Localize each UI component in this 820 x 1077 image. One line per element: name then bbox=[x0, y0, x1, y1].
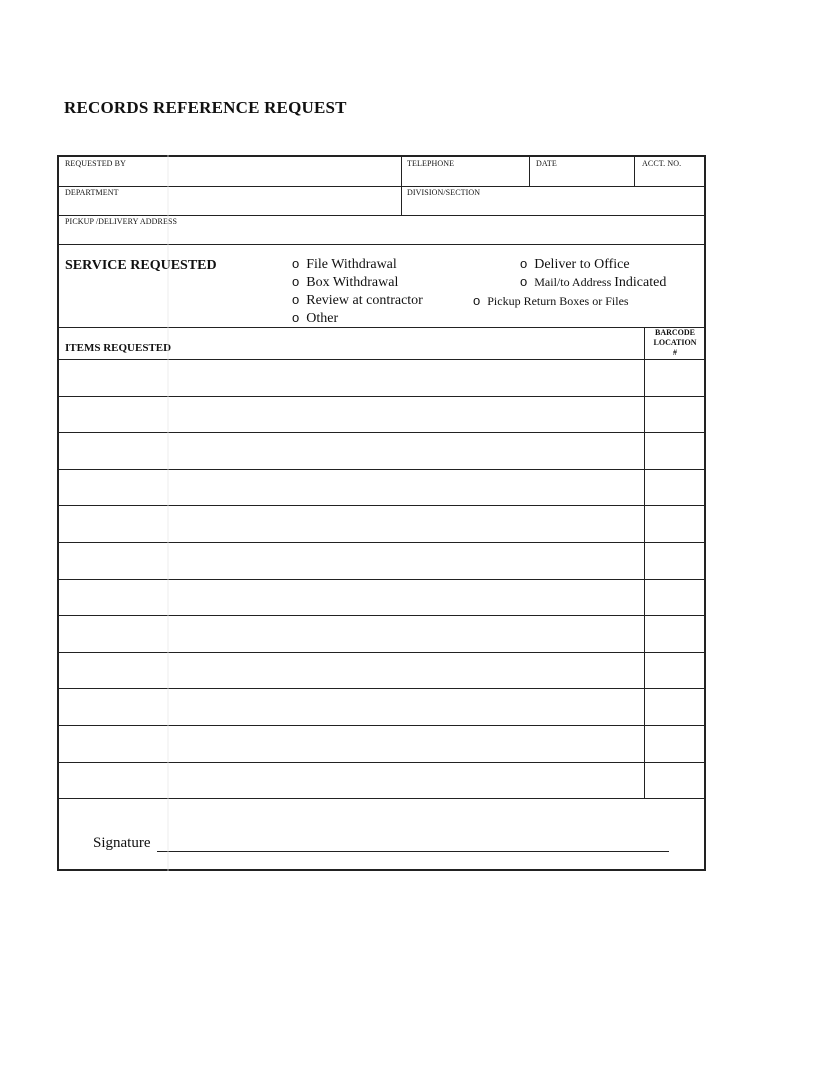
barcode-heading-line: # bbox=[673, 348, 677, 357]
form-title: RECORDS REFERENCE REQUEST bbox=[64, 98, 347, 117]
item-barcode-field[interactable] bbox=[647, 654, 702, 686]
option-pickup-return[interactable] bbox=[473, 293, 629, 309]
option-other[interactable] bbox=[292, 310, 338, 327]
item-barcode-field[interactable] bbox=[647, 544, 702, 576]
option-deliver-to-office[interactable] bbox=[520, 256, 630, 273]
department-field[interactable] bbox=[61, 196, 397, 214]
divider bbox=[529, 157, 530, 186]
item-row bbox=[59, 615, 704, 651]
date-label: DATE bbox=[536, 159, 557, 168]
item-description-field[interactable] bbox=[61, 434, 641, 466]
item-description-field[interactable] bbox=[61, 654, 641, 686]
radio-circle-icon: o bbox=[520, 274, 528, 289]
item-barcode-field[interactable] bbox=[647, 398, 702, 430]
telephone-label: TELEPHONE bbox=[407, 159, 455, 168]
divider bbox=[634, 157, 635, 186]
address-field[interactable] bbox=[61, 225, 702, 243]
item-description-field[interactable] bbox=[61, 617, 641, 649]
radio-circle-icon: o bbox=[292, 274, 300, 289]
requested-by-label: REQUESTED BY bbox=[65, 159, 126, 168]
option-label: Box Withdrawal bbox=[306, 275, 399, 290]
barcode-heading-line: BARCODE bbox=[654, 328, 695, 337]
option-box-withdrawal[interactable] bbox=[292, 274, 398, 291]
radio-circle-icon: o bbox=[520, 256, 528, 271]
item-description-field[interactable] bbox=[61, 471, 641, 503]
department-label: DEPARTMENT bbox=[65, 188, 119, 197]
item-barcode-field[interactable] bbox=[647, 690, 702, 722]
divider bbox=[59, 186, 704, 187]
radio-circle-icon: o bbox=[292, 256, 300, 271]
item-row bbox=[59, 505, 704, 541]
item-description-field[interactable] bbox=[61, 361, 641, 393]
radio-circle-icon: o bbox=[292, 310, 300, 325]
barcode-location-heading bbox=[644, 328, 706, 358]
acct-no-label: ACCT. NO. bbox=[642, 159, 682, 168]
service-requested-heading: SERVICE REQUESTED bbox=[65, 258, 217, 273]
item-row bbox=[59, 469, 704, 505]
item-description-field[interactable] bbox=[61, 764, 641, 796]
item-row bbox=[59, 725, 704, 761]
scan-fold-mark bbox=[167, 155, 169, 871]
option-mail-to-address[interactable] bbox=[520, 274, 666, 291]
address-label: PICKUP /DELIVERY ADDRESS bbox=[65, 217, 178, 226]
option-label: Review at contractor bbox=[306, 293, 423, 308]
item-barcode-field[interactable] bbox=[647, 361, 702, 393]
request-form bbox=[57, 155, 706, 871]
item-row bbox=[59, 542, 704, 578]
signature-line[interactable] bbox=[157, 851, 669, 852]
item-description-field[interactable] bbox=[61, 690, 641, 722]
item-barcode-field[interactable] bbox=[647, 471, 702, 503]
option-label: Deliver to Office bbox=[534, 257, 630, 272]
item-barcode-field[interactable] bbox=[647, 507, 702, 539]
item-barcode-field[interactable] bbox=[647, 617, 702, 649]
division-field[interactable] bbox=[404, 196, 702, 214]
division-label: DIVISION/SECTION bbox=[407, 188, 481, 197]
divider bbox=[59, 327, 704, 328]
date-field[interactable] bbox=[532, 167, 632, 185]
item-description-field[interactable] bbox=[61, 398, 641, 430]
telephone-field[interactable] bbox=[404, 167, 526, 185]
signature-label: Signature bbox=[93, 835, 151, 851]
radio-circle-icon: o bbox=[292, 292, 300, 307]
divider bbox=[59, 798, 704, 799]
item-description-field[interactable] bbox=[61, 507, 641, 539]
item-barcode-field[interactable] bbox=[647, 434, 702, 466]
option-review-at-contractor[interactable] bbox=[292, 292, 423, 309]
item-row bbox=[59, 579, 704, 615]
option-label: Other bbox=[306, 311, 339, 326]
items-requested-heading: ITEMS REQUESTED bbox=[65, 342, 172, 354]
item-row bbox=[59, 652, 704, 688]
acct-no-field[interactable] bbox=[637, 167, 703, 185]
divider bbox=[59, 244, 704, 245]
option-label-suffix: Indicated bbox=[614, 275, 667, 290]
option-label: Pickup Return Boxes or Files bbox=[487, 294, 629, 308]
item-row bbox=[59, 762, 704, 798]
item-description-field[interactable] bbox=[61, 544, 641, 576]
item-row bbox=[59, 432, 704, 468]
item-description-field[interactable] bbox=[61, 727, 641, 759]
item-barcode-field[interactable] bbox=[647, 727, 702, 759]
requested-by-field[interactable] bbox=[61, 167, 397, 185]
barcode-heading-line: LOCATION bbox=[653, 338, 697, 347]
item-barcode-field[interactable] bbox=[647, 764, 702, 796]
item-description-field[interactable] bbox=[61, 581, 641, 613]
item-barcode-field[interactable] bbox=[647, 581, 702, 613]
item-row bbox=[59, 688, 704, 724]
radio-circle-icon: o bbox=[473, 293, 481, 308]
option-label: Mail/to Address bbox=[534, 275, 612, 289]
item-row bbox=[59, 359, 704, 395]
item-row bbox=[59, 396, 704, 432]
option-label: File Withdrawal bbox=[306, 257, 397, 272]
option-file-withdrawal[interactable] bbox=[292, 256, 397, 273]
divider bbox=[59, 215, 704, 216]
